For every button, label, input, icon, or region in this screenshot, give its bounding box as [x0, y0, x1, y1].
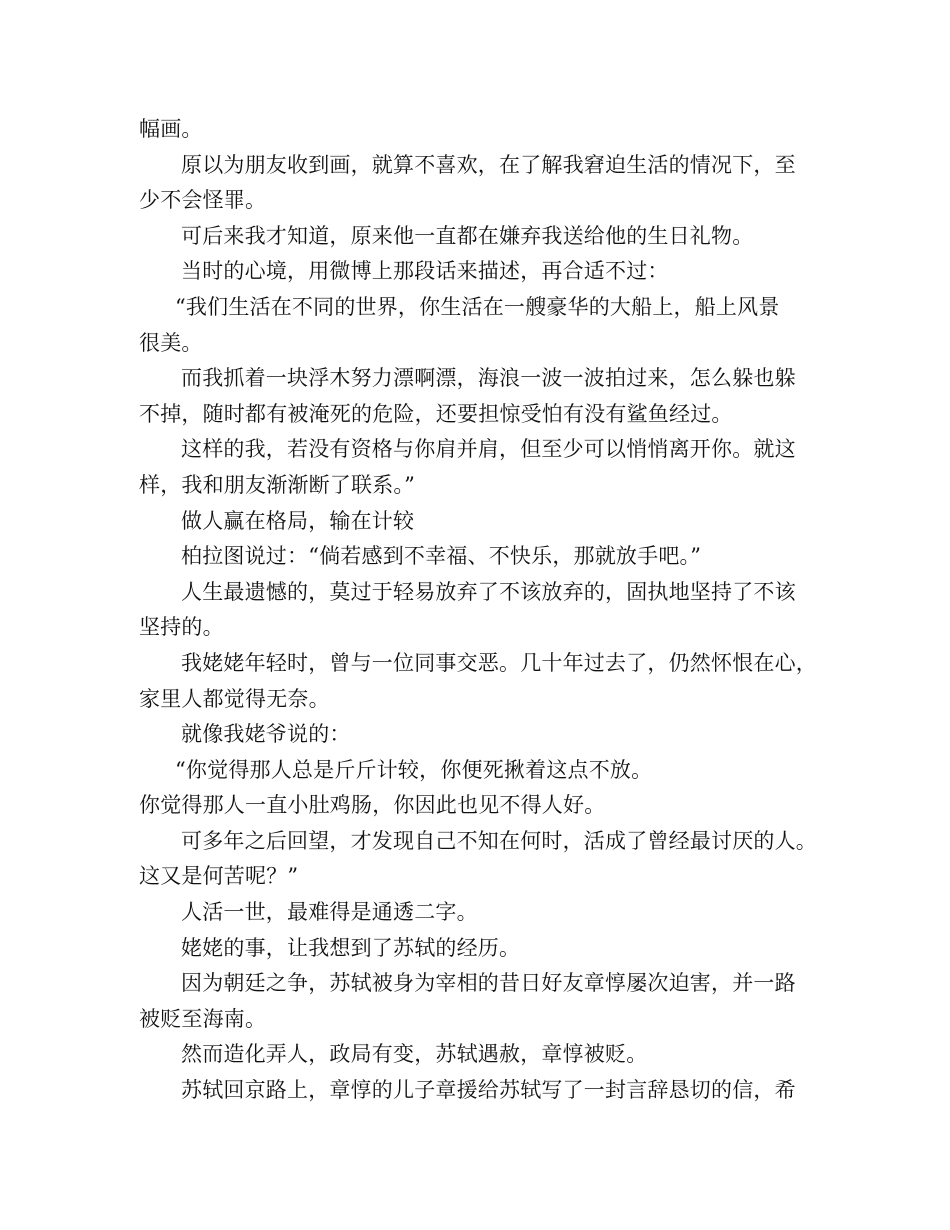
text-line: 这又是何苦呢？” [139, 864, 299, 889]
text-line: 被贬至海南。 [139, 1006, 267, 1031]
text-line: 可多年之后回望，才发现自己不知在何时，活成了曾经最讨厌的人。 [181, 828, 817, 853]
text-line: 柏拉图说过：“倘若感到不幸福、不快乐，那就放手吧。” [181, 544, 702, 569]
document-body [139, 112, 829, 1109]
text-line: 很美。 [139, 330, 203, 355]
text-line: 就像我姥爷说的： [181, 722, 351, 747]
text-line: 这样的我，若没有资格与你肩并肩，但至少可以悄悄离开你。就这 [181, 437, 796, 462]
text-line: 不掉，随时都有被淹死的危险，还要担惊受怕有没有鲨鱼经过。 [139, 401, 733, 426]
text-line: 因为朝廷之争，苏轼被身为宰相的昔日好友章惇屡次迫害，并一路 [181, 971, 796, 996]
text-line: 我姥姥年轻时，曾与一位同事交恶。几十年过去了，仍然怀恨在心， [181, 650, 817, 675]
text-line: 人活一世，最难得是通透二字。 [181, 900, 478, 925]
text-line: “我们生活在不同的世界，你生活在一艘豪华的大船上，船上风景 [175, 294, 780, 319]
text-line: 姥姥的事，让我想到了苏轼的经历。 [181, 935, 521, 960]
text-line: 苏轼回京路上，章惇的儿子章援给苏轼写了一封言辞恳切的信，希 [181, 1078, 796, 1103]
text-line: 原以为朋友收到画，就算不喜欢，在了解我窘迫生活的情况下，至 [181, 152, 796, 177]
text-line: 幅画。 [139, 117, 203, 141]
text-line: “你觉得那人总是斤斤计较，你便死揪着这点不放。 [175, 757, 653, 782]
text-line: 当时的心境，用微博上那段话来描述，再合适不过： [181, 259, 669, 284]
section-heading: 做人赢在格局，输在计较 [181, 508, 415, 533]
text-line: 可后来我才知道，原来他一直都在嫌弃我送给他的生日礼物。 [181, 223, 754, 248]
text-line: 人生最遗憾的，莫过于轻易放弃了不该放弃的，固执地坚持了不该 [181, 579, 796, 604]
text-line: 而我抓着一块浮木努力漂啊漂，海浪一波一波拍过来，怎么躲也躲 [181, 366, 796, 391]
text-line: 家里人都觉得无奈。 [139, 686, 330, 711]
text-line: 样，我和朋友渐渐断了联系。” [139, 472, 416, 497]
text-line: 你觉得那人一直小肚鸡肠，你因此也见不得人好。 [139, 793, 606, 818]
text-line: 少不会怪罪。 [139, 188, 267, 213]
text-line: 然而造化弄人，政局有变，苏轼遇赦，章惇被贬。 [181, 1042, 648, 1067]
text-line: 坚持的。 [139, 615, 224, 640]
